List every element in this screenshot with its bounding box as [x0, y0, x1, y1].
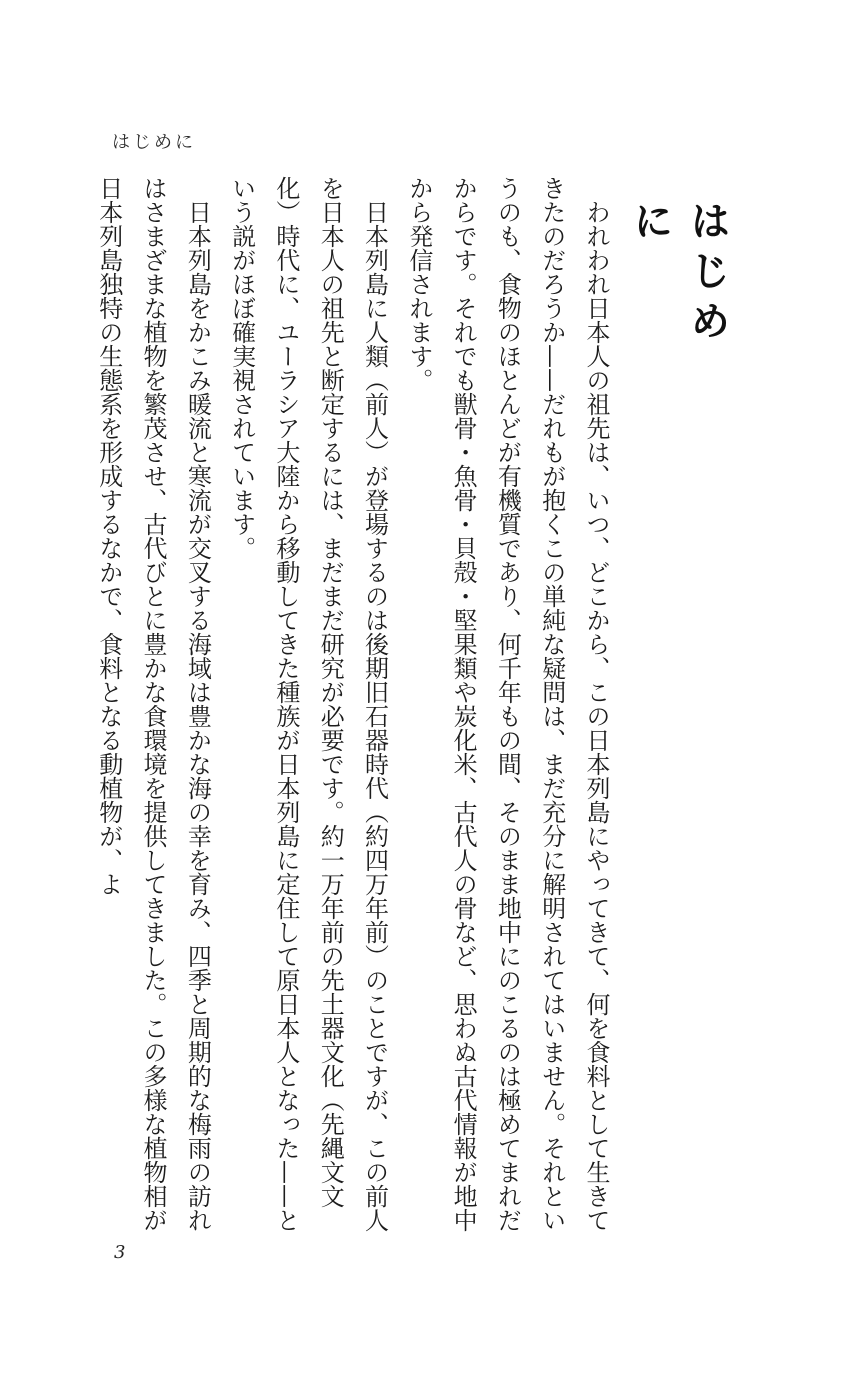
- paragraph-2: 日本列島に人類（前人）が登場するのは後期旧石器時代（約四万年前）のことですが、この前人を日本人の祖先と断定するには、まだまだ研究が必要です。約一万年前の先土器文化（先縄文文化）時代に、ユーラシア大陸から移動してきた種族が日本列島に定住して原日本人となった——という説がほぼ確実視されています。: [227, 176, 389, 1232]
- paragraph-1: われわれ日本人の祖先は、いつ、どこから、この日本列島にやってきて、何を食料として生きてきたのだろうか——だれもが抱くこの単純な疑問は、まだ充分に解明されてはいません。それというのも、食物のほとんどが有機質であり、何千年もの間、そのまま地中にのこるのは極めてまれだからです。それでも獣骨・魚骨・貝殻・堅果類や炭化米、古代人の骨など、思わぬ古代情報が地中から発信されます。: [404, 176, 610, 1232]
- body-text: [88, 176, 618, 1234]
- running-head: はじめに: [112, 132, 196, 153]
- paragraph-3: 日本列島をかこみ暖流と寒流が交叉する海域は豊かな海の幸を育み、四季と周期的な梅雨の訪れはさまざまな植物を繁茂させ、古代びとに豊かな食環境を提供してきました。この多様な植物相が日本列島独特の生態系を形成するなかで、食料となる動植物が、よ: [94, 176, 212, 1232]
- chapter-title: はじめに: [627, 200, 730, 350]
- page-number: 3: [114, 1242, 126, 1263]
